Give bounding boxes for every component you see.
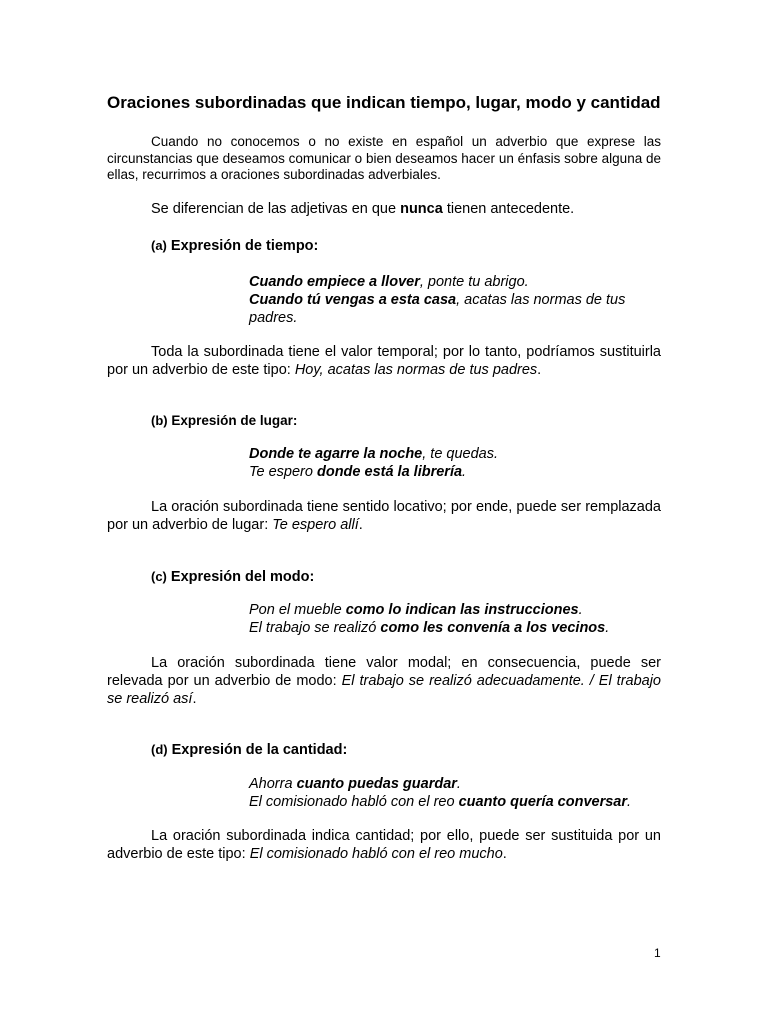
explanation-example: El trabajo se realizó adecuadamente. / El trabajo se realizó así [107, 672, 661, 707]
difference-emphasis: nunca [400, 200, 443, 217]
explanation-cantidad [107, 827, 661, 863]
explanation-text: La oración subordinada indica cantidad; por ello, puede ser sustituida por un adverbio de este tipo: [107, 827, 661, 862]
example-sentence [249, 793, 661, 811]
example-end: . [456, 775, 461, 792]
example-main: El trabajo se realizó [249, 619, 381, 636]
document-page [107, 92, 661, 863]
section-heading-text: Expresión de tiempo: [166, 237, 319, 254]
explanation-end: . [502, 845, 507, 862]
examples-tiempo [249, 273, 661, 327]
example-main: Pon el mueble [249, 601, 346, 618]
example-sentence [249, 619, 661, 637]
example-sentence [249, 291, 661, 327]
example-subordinate: como les convenía a los vecinos [380, 619, 606, 636]
example-sentence [249, 273, 661, 291]
example-sentence [249, 601, 661, 619]
explanation-example: El comisionado habló con el reo mucho [249, 845, 503, 862]
explanation-end: . [192, 690, 197, 707]
section-heading-text: Expresión de lugar: [167, 412, 298, 428]
section-heading-text: Expresión de la cantidad: [167, 741, 348, 758]
example-subordinate: Cuando empiece a llover [249, 273, 420, 290]
example-subordinate: como lo indican las instrucciones [345, 601, 579, 618]
example-subordinate: cuanto quería conversar [458, 793, 627, 810]
difference-text-before: Se diferencian de las adjetivas en que [151, 200, 401, 217]
example-main: , ponte tu abrigo. [419, 273, 529, 290]
example-main: Te espero [249, 463, 317, 480]
example-end: . [605, 619, 610, 636]
example-sentence [249, 775, 661, 793]
section-heading-tiempo [151, 237, 661, 255]
section-heading-lugar [151, 412, 661, 430]
explanation-tiempo [107, 343, 661, 379]
section-heading-text: Expresión del modo: [166, 568, 315, 585]
section-heading-cantidad [151, 741, 661, 759]
example-sentence [249, 445, 661, 463]
example-sentence [249, 463, 661, 481]
examples-modo [249, 601, 661, 637]
example-end: . [627, 793, 632, 810]
section-letter: (d) [151, 741, 168, 757]
examples-lugar [249, 445, 661, 481]
difference-text-after: tienen antecedente. [442, 200, 575, 217]
explanation-text: Toda la subordinada tiene el valor temporal; por lo tanto, podríamos sustituirla por un adverbio de este tipo: [107, 343, 661, 378]
explanation-example: Te espero allí [272, 516, 359, 533]
section-letter: (c) [151, 568, 167, 584]
example-subordinate: cuanto puedas guardar [296, 775, 457, 792]
section-heading-modo [151, 568, 661, 586]
example-subordinate: donde está la librería [316, 463, 463, 480]
explanation-text: La oración subordinada tiene sentido locativo; por ende, puede ser remplazada por un adverbio de lugar: [107, 498, 661, 533]
section-letter: (a) [151, 237, 167, 253]
explanation-end: . [358, 516, 363, 533]
section-letter: (b) [151, 412, 168, 428]
example-main: El comisionado habló con el reo [249, 793, 459, 810]
intro-paragraph: Cuando no conocemos o no existe en español un adverbio que exprese las circunstancias que deseamos comunicar o bien deseamos hacer un énfasis sobre alguna de ellas, recurrimos a oraciones subordinadas adverbiales. [107, 134, 661, 182]
explanation-text: La oración subordinada tiene valor modal; en consecuencia, puede ser relevada por un adverbio de modo: [107, 654, 661, 689]
example-subordinate: Donde te agarre la noche [249, 445, 423, 462]
example-end: . [462, 463, 467, 480]
examples-cantidad [249, 775, 661, 811]
example-subordinate: Cuando tú vengas a esta casa [249, 291, 457, 308]
example-main: , te quedas. [422, 445, 499, 462]
example-end: . [578, 601, 583, 618]
difference-paragraph [107, 200, 661, 218]
explanation-example: Hoy, acatas las normas de tus padres [294, 361, 538, 378]
example-main: , acatas las normas de tus padres. [249, 291, 626, 326]
explanation-end: . [537, 361, 542, 378]
document-title: Oraciones subordinadas que indican tiempo, lugar, modo y cantidad [107, 93, 661, 112]
explanation-modo [107, 654, 661, 708]
page-number: 1 [654, 946, 661, 960]
explanation-lugar [107, 498, 661, 534]
example-main: Ahorra [249, 775, 297, 792]
